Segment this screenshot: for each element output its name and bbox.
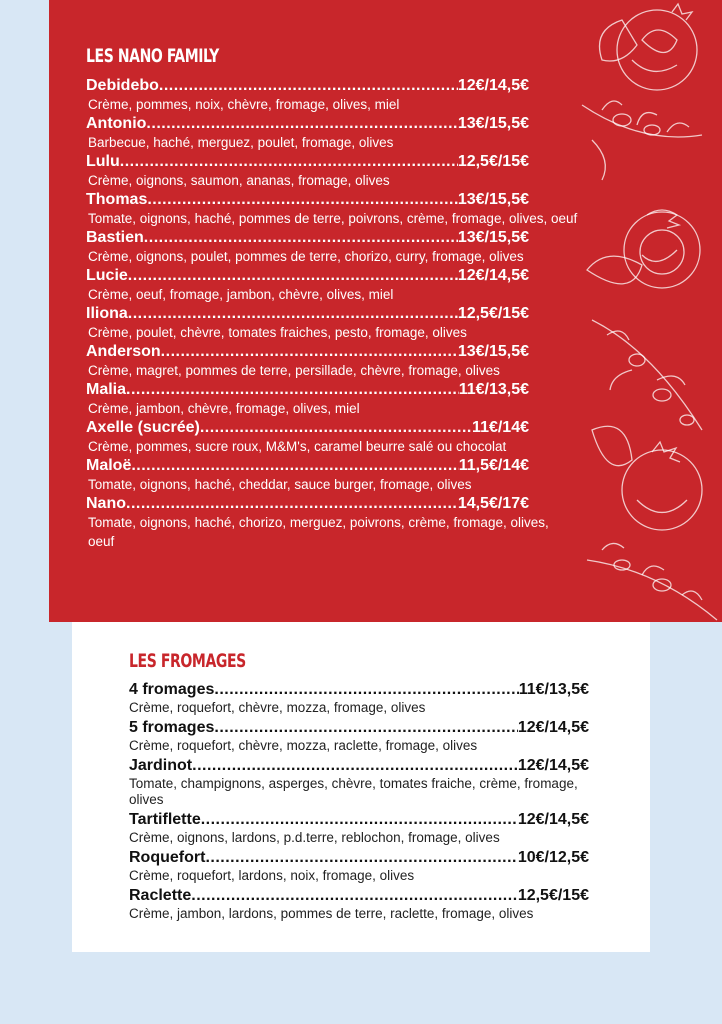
nano-family-title: LES NANO FAMILY	[86, 45, 219, 67]
item-description: Crème, oignons, lardons, p.d.terre, reblochon, fromage, olives	[129, 830, 500, 845]
item-price: 12€/14,5€	[517, 719, 589, 736]
dot-leader	[126, 380, 459, 399]
dot-leader	[205, 848, 517, 868]
item-price: 12€/14,5€	[517, 757, 589, 774]
item-price: 11€/13,5€	[518, 681, 589, 698]
menu-item	[86, 418, 606, 456]
item-price: 13€/15,5€	[457, 229, 529, 246]
item-description: Tomate, oignons, haché, cheddar, sauce burger, fromage, olives	[88, 477, 472, 492]
item-price: 13€/15,5€	[457, 191, 529, 208]
dot-leader	[159, 76, 458, 95]
item-description: Crème, oignons, saumon, ananas, fromage, olives	[88, 173, 390, 188]
item-description: Crème, poulet, chèvre, tomates fraiches, pesto, fromage, olives	[88, 325, 467, 340]
menu-item	[86, 304, 606, 342]
olive-branch-icon	[592, 320, 702, 430]
dot-leader	[214, 718, 517, 738]
nano-family-section	[49, 0, 722, 622]
dot-leader	[201, 810, 518, 830]
menu-item	[86, 342, 606, 380]
item-name: Anderson	[86, 343, 161, 360]
dot-leader	[147, 190, 457, 209]
item-name: Roquefort	[129, 849, 206, 866]
menu-item	[86, 114, 606, 152]
menu-item	[129, 848, 629, 884]
tomato-sketch-icon	[592, 426, 702, 530]
item-name: Iliona	[86, 305, 128, 322]
item-name: Bastien	[86, 229, 144, 246]
dot-leader	[144, 228, 458, 247]
menu-item	[86, 76, 606, 114]
item-description: Tomate, oignons, haché, chorizo, merguez, poivrons, crème, fromage, olives, oeuf	[88, 515, 549, 549]
item-price: 14,5€/17€	[457, 495, 529, 512]
menu-item	[129, 718, 629, 754]
item-name: Tartiflette	[129, 811, 201, 828]
dot-leader	[191, 886, 518, 906]
menu-item	[86, 228, 606, 266]
item-description: Crème, oeuf, fromage, jambon, chèvre, olives, miel	[88, 287, 394, 302]
item-description: Crème, roquefort, chèvre, mozza, fromage, olives	[129, 700, 426, 715]
menu-item	[129, 680, 629, 716]
item-price: 12€/14,5€	[457, 77, 529, 94]
dot-leader	[128, 266, 458, 285]
item-name: Lulu	[86, 153, 120, 170]
item-name: Malia	[86, 381, 127, 398]
item-description: Tomate, oignons, haché, pommes de terre, poivrons, crème, fromage, olives, oeuf	[88, 211, 578, 226]
item-description: Crème, roquefort, chèvre, mozza, raclette, fromage, olives	[129, 738, 478, 753]
item-name: Thomas	[86, 191, 148, 208]
item-price: 10€/12,5€	[517, 849, 589, 866]
menu-item	[129, 886, 629, 922]
item-name: Raclette	[129, 887, 192, 904]
menu-item	[86, 380, 606, 418]
menu-item	[129, 756, 629, 808]
dot-leader	[131, 456, 458, 475]
menu-item	[86, 266, 606, 304]
item-name: Nano	[86, 495, 126, 512]
item-price: 11€/14€	[472, 419, 529, 436]
dot-leader	[126, 494, 458, 513]
item-description: Crème, jambon, chèvre, fromage, olives, miel	[88, 401, 360, 416]
item-name: Antonio	[86, 115, 147, 132]
item-name: 4 fromages	[129, 681, 215, 698]
item-name: Jardinot	[129, 757, 193, 774]
item-price: 11,5€/14€	[458, 457, 529, 474]
fromages-section	[72, 622, 650, 952]
fromages-list	[129, 680, 629, 924]
item-price: 12,5€/15€	[517, 887, 589, 904]
item-price: 11€/13,5€	[458, 381, 529, 398]
item-name: Debidebo	[86, 77, 159, 94]
menu-item	[129, 810, 629, 846]
item-price: 13€/15,5€	[457, 343, 529, 360]
olive-branch-icon	[587, 543, 717, 620]
item-name: Lucie	[86, 267, 128, 284]
dot-leader	[128, 304, 458, 323]
item-description: Crème, jambon, lardons, pommes de terre, raclette, fromage, olives	[129, 906, 534, 921]
dot-leader	[200, 418, 472, 437]
menu-item	[86, 494, 606, 551]
menu-item	[86, 152, 606, 190]
item-description: Crème, pommes, noix, chèvre, fromage, olives, miel	[88, 97, 400, 112]
tomato-sketch-icon	[600, 4, 698, 90]
menu-item	[86, 190, 606, 228]
item-description: Crème, oignons, poulet, pommes de terre, chorizo, curry, fromage, olives	[88, 249, 524, 264]
item-price: 12,5€/15€	[457, 305, 529, 322]
dot-leader	[161, 342, 458, 361]
dot-leader	[214, 680, 518, 700]
item-description: Crème, pommes, sucre roux, M&M's, caramel beurre salé ou chocolat	[88, 439, 507, 454]
item-description: Crème, magret, pommes de terre, persillade, chèvre, fromage, olives	[88, 363, 500, 378]
nano-family-list	[86, 76, 606, 551]
menu-item	[86, 456, 606, 494]
dot-leader	[120, 152, 458, 171]
item-name: Axelle (sucrée)	[86, 419, 200, 436]
item-price: 12,5€/15€	[457, 153, 529, 170]
item-price: 12€/14,5€	[457, 267, 529, 284]
item-price: 13€/15,5€	[457, 115, 529, 132]
item-name: 5 fromages	[129, 719, 215, 736]
dot-leader	[192, 756, 518, 776]
item-price: 12€/14,5€	[517, 811, 589, 828]
item-description: Crème, roquefort, lardons, noix, fromage, olives	[129, 868, 415, 883]
dot-leader	[146, 114, 457, 133]
item-description: Tomate, champignons, asperges, chèvre, tomates fraiche, crème, fromage, olives	[129, 776, 578, 807]
fromages-title: LES FROMAGES	[129, 650, 246, 672]
item-name: Maloë	[86, 457, 132, 474]
item-description: Barbecue, haché, merguez, poulet, fromage, olives	[88, 135, 394, 150]
